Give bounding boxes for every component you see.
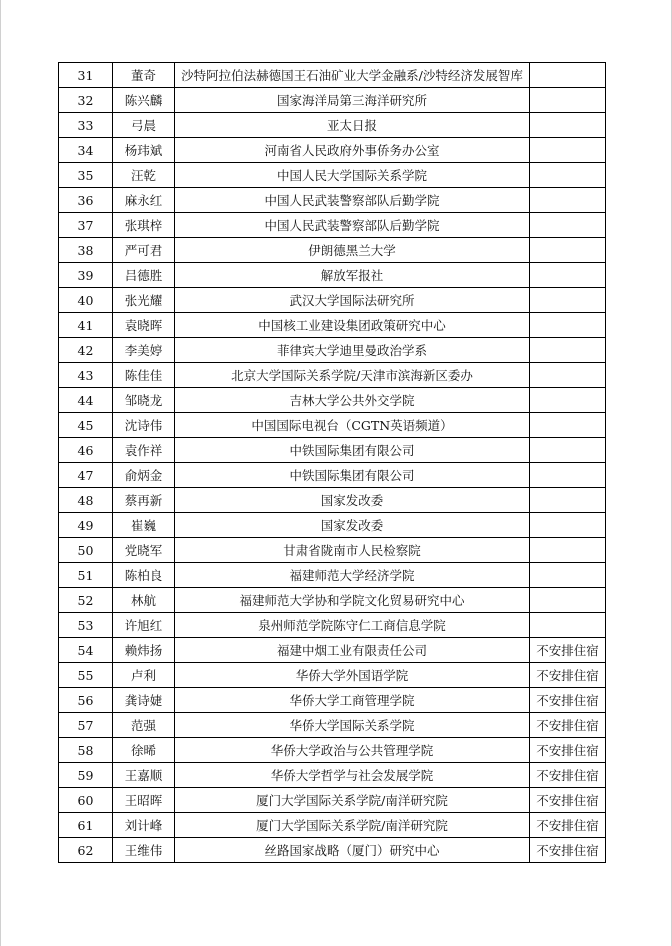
row-number: 62 [59,838,113,863]
accommodation-note [530,188,606,213]
table-row [59,488,606,513]
participant-name: 杨玮斌 [113,138,175,163]
participant-name: 卢利 [113,663,175,688]
participant-organization: 中国人民武装警察部队后勤学院 [175,188,530,213]
participant-organization: 福建师范大学经济学院 [175,563,530,588]
participant-name: 俞炳金 [113,463,175,488]
accommodation-note [530,263,606,288]
participant-table [58,62,606,863]
row-number: 52 [59,588,113,613]
participant-name: 吕德胜 [113,263,175,288]
participant-name: 陈柏良 [113,563,175,588]
row-number: 58 [59,738,113,763]
participant-name: 汪乾 [113,163,175,188]
table-row [59,88,606,113]
table-row [59,713,606,738]
row-number: 48 [59,488,113,513]
table-row [59,588,606,613]
participant-name: 范强 [113,713,175,738]
row-number: 57 [59,713,113,738]
participant-organization: 丝路国家战略（厦门）研究中心 [175,838,530,863]
table-row [59,388,606,413]
row-number: 33 [59,113,113,138]
participant-name: 董奇 [113,63,175,88]
participant-name: 弓晨 [113,113,175,138]
table-row [59,688,606,713]
accommodation-note: 不安排住宿 [530,688,606,713]
participant-organization: 华侨大学国际关系学院 [175,713,530,738]
row-number: 36 [59,188,113,213]
table-row [59,563,606,588]
accommodation-note [530,138,606,163]
row-number: 43 [59,363,113,388]
participant-table-body [59,63,606,863]
participant-name: 袁作祥 [113,438,175,463]
table-row [59,813,606,838]
table-row [59,538,606,563]
accommodation-note: 不安排住宿 [530,788,606,813]
row-number: 38 [59,238,113,263]
accommodation-note [530,613,606,638]
row-number: 34 [59,138,113,163]
table-row [59,288,606,313]
accommodation-note: 不安排住宿 [530,713,606,738]
participant-name: 蔡再新 [113,488,175,513]
participant-organization: 福建师范大学协和学院文化贸易研究中心 [175,588,530,613]
table-row [59,188,606,213]
table-row [59,113,606,138]
participant-organization: 华侨大学政治与公共管理学院 [175,738,530,763]
participant-name: 张琪梓 [113,213,175,238]
accommodation-note [530,238,606,263]
participant-name: 党晓军 [113,538,175,563]
participant-organization: 中国核工业建设集团政策研究中心 [175,313,530,338]
accommodation-note [530,88,606,113]
participant-organization: 武汉大学国际法研究所 [175,288,530,313]
table-row [59,238,606,263]
row-number: 41 [59,313,113,338]
participant-name: 许旭红 [113,613,175,638]
participant-organization: 厦门大学国际关系学院/南洋研究院 [175,788,530,813]
participant-organization: 华侨大学工商管理学院 [175,688,530,713]
row-number: 59 [59,763,113,788]
participant-name: 赖炜扬 [113,638,175,663]
accommodation-note [530,113,606,138]
row-number: 32 [59,88,113,113]
row-number: 50 [59,538,113,563]
table-row [59,513,606,538]
accommodation-note: 不安排住宿 [530,738,606,763]
participant-organization: 中铁国际集团有限公司 [175,438,530,463]
accommodation-note [530,213,606,238]
participant-name: 邹晓龙 [113,388,175,413]
participant-organization: 吉林大学公共外交学院 [175,388,530,413]
participant-organization: 国家发改委 [175,513,530,538]
participant-name: 徐晞 [113,738,175,763]
table-row [59,438,606,463]
accommodation-note [530,338,606,363]
row-number: 40 [59,288,113,313]
table-row [59,63,606,88]
accommodation-note [530,438,606,463]
participant-organization: 华侨大学外国语学院 [175,663,530,688]
accommodation-note: 不安排住宿 [530,638,606,663]
table-row [59,213,606,238]
participant-organization: 沙特阿拉伯法赫德国王石油矿业大学金融系/沙特经济发展智库 [175,63,530,88]
participant-organization: 北京大学国际关系学院/天津市滨海新区委办 [175,363,530,388]
participant-name: 严可君 [113,238,175,263]
participant-name: 刘计峰 [113,813,175,838]
participant-organization: 国家发改委 [175,488,530,513]
table-row [59,788,606,813]
table-row [59,663,606,688]
row-number: 42 [59,338,113,363]
table-row [59,738,606,763]
participant-name: 麻永红 [113,188,175,213]
table-row [59,163,606,188]
table-row [59,463,606,488]
accommodation-note: 不安排住宿 [530,838,606,863]
participant-name: 陈兴麟 [113,88,175,113]
accommodation-note [530,288,606,313]
accommodation-note [530,363,606,388]
accommodation-note [530,538,606,563]
row-number: 61 [59,813,113,838]
table-row [59,638,606,663]
participant-organization: 中国人民大学国际关系学院 [175,163,530,188]
participant-organization: 解放军报社 [175,263,530,288]
row-number: 37 [59,213,113,238]
accommodation-note [530,563,606,588]
participant-organization: 甘肃省陇南市人民检察院 [175,538,530,563]
table-row [59,313,606,338]
row-number: 44 [59,388,113,413]
table-row [59,363,606,388]
accommodation-note [530,463,606,488]
participant-organization: 菲律宾大学迪里曼政治学系 [175,338,530,363]
row-number: 49 [59,513,113,538]
accommodation-note [530,63,606,88]
table-row [59,838,606,863]
row-number: 47 [59,463,113,488]
row-number: 51 [59,563,113,588]
participant-organization: 伊朗德黑兰大学 [175,238,530,263]
row-number: 31 [59,63,113,88]
accommodation-note [530,388,606,413]
participant-organization: 中国国际电视台（CGTN英语频道） [175,413,530,438]
accommodation-note [530,513,606,538]
row-number: 56 [59,688,113,713]
participant-name: 陈佳佳 [113,363,175,388]
accommodation-note: 不安排住宿 [530,813,606,838]
row-number: 35 [59,163,113,188]
participant-name: 林航 [113,588,175,613]
row-number: 54 [59,638,113,663]
participant-organization: 福建中烟工业有限责任公司 [175,638,530,663]
accommodation-note [530,488,606,513]
participant-organization: 中铁国际集团有限公司 [175,463,530,488]
participant-organization: 厦门大学国际关系学院/南洋研究院 [175,813,530,838]
participant-name: 王嘉顺 [113,763,175,788]
row-number: 45 [59,413,113,438]
accommodation-note: 不安排住宿 [530,763,606,788]
participant-organization: 河南省人民政府外事侨务办公室 [175,138,530,163]
row-number: 55 [59,663,113,688]
accommodation-note [530,413,606,438]
participant-name: 崔巍 [113,513,175,538]
participant-organization: 亚太日报 [175,113,530,138]
table-row [59,413,606,438]
table-row [59,338,606,363]
row-number: 53 [59,613,113,638]
participant-organization: 国家海洋局第三海洋研究所 [175,88,530,113]
participant-name: 王维伟 [113,838,175,863]
row-number: 60 [59,788,113,813]
participant-name: 张光耀 [113,288,175,313]
table-row [59,763,606,788]
accommodation-note [530,163,606,188]
table-row [59,138,606,163]
accommodation-note [530,313,606,338]
participant-name: 袁晓晖 [113,313,175,338]
participant-organization: 泉州师范学院陈守仁工商信息学院 [175,613,530,638]
participant-name: 沈诗伟 [113,413,175,438]
row-number: 46 [59,438,113,463]
accommodation-note [530,588,606,613]
row-number: 39 [59,263,113,288]
participant-organization: 中国人民武装警察部队后勤学院 [175,213,530,238]
participant-organization: 华侨大学哲学与社会发展学院 [175,763,530,788]
table-row [59,613,606,638]
participant-name: 王昭晖 [113,788,175,813]
participant-name: 龚诗婕 [113,688,175,713]
accommodation-note: 不安排住宿 [530,663,606,688]
participant-name: 李美婷 [113,338,175,363]
table-row [59,263,606,288]
page-border-left [0,0,1,946]
